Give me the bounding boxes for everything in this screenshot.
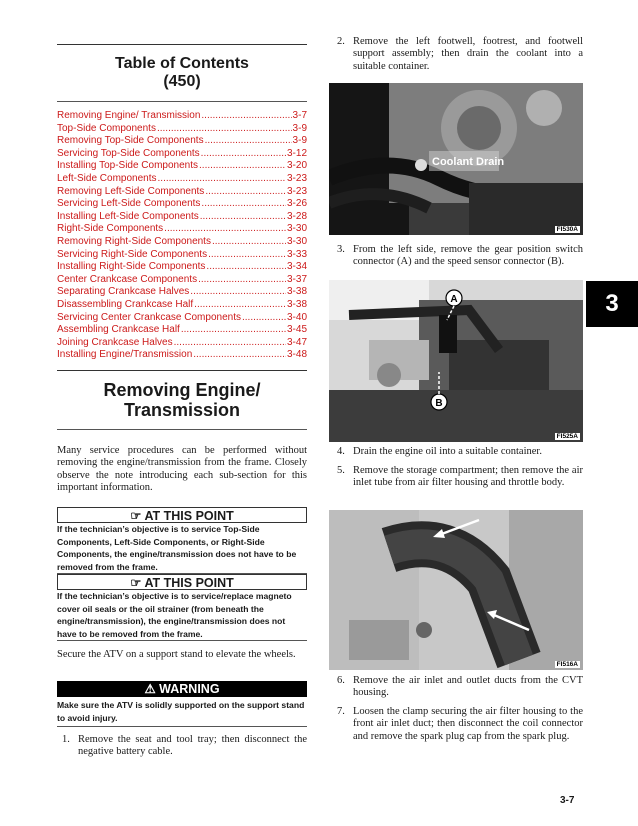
toc-leader-dots xyxy=(205,135,292,148)
toc-leader-dots xyxy=(201,198,286,211)
toc-item-page[interactable]: 3-37 xyxy=(286,273,307,285)
toc-leader-dots xyxy=(181,324,286,337)
step-2 xyxy=(337,36,583,73)
toc-item-page[interactable]: 3-47 xyxy=(286,336,307,348)
step-text: Remove the storage compartment; then remove the air inlet tube from air filter housing and throttle body. xyxy=(353,465,583,489)
toc-item-title[interactable]: Disassembling Crankcase Half xyxy=(57,298,194,310)
step-text: From the left side, remove the gear position switch connector (A) and the speed sensor connector (B). xyxy=(353,244,583,268)
step-text: Loosen the clamp securing the air filter housing to the front air inlet duct; then disconnect the coil connector and remove the spark plug cap from the spark plug. xyxy=(353,706,583,742)
toc-item-title[interactable]: Installing Left-Side Components xyxy=(57,210,199,222)
step-text: Remove the seat and tool tray; then disconnect the negative battery cable. xyxy=(78,734,307,758)
warning-label: WARNING xyxy=(159,682,220,696)
at-this-point-label: AT THIS POINT xyxy=(144,509,234,523)
toc-item-page[interactable]: 3-38 xyxy=(286,298,307,310)
toc-title xyxy=(57,55,307,91)
step-1 xyxy=(62,734,307,759)
step-text: Remove the left footwell, footrest, and footwell support assembly; then drain the coolant into a suitable container. xyxy=(353,36,583,72)
toc-item-page[interactable]: 3-48 xyxy=(286,349,307,361)
toc-leader-dots xyxy=(164,223,286,236)
toc-leader-dots xyxy=(242,312,286,325)
at-this-point-note-1: If the technician’s objective is to service Top-Side Components, Left-Side Components, or Right-Side Components, the engine/transmission does not have to be removed from the frame. xyxy=(57,524,297,572)
toc-item-page[interactable]: 3-9 xyxy=(292,122,307,134)
toc-item-page[interactable]: 3-12 xyxy=(286,147,307,159)
at-this-point-header-1 xyxy=(57,507,307,523)
coolant-drain-photo-image xyxy=(329,83,583,235)
toc-item[interactable] xyxy=(57,223,307,236)
section-title-line1: Removing Engine/ xyxy=(103,380,261,400)
toc-item-title[interactable]: Separating Crankcase Halves xyxy=(57,286,190,298)
coolant-drain-callout: Coolant Drain xyxy=(432,156,505,168)
step-6 xyxy=(337,675,583,700)
toc-leader-dots xyxy=(157,123,292,136)
toc-item-title[interactable]: Joining Crankcase Halves xyxy=(57,336,173,348)
step-text: Drain the engine oil into a suitable container. xyxy=(353,446,542,457)
section-title xyxy=(57,380,307,420)
toc-leader-dots xyxy=(201,148,286,161)
step-7 xyxy=(337,706,583,743)
toc-item-title[interactable]: Top-Side Components xyxy=(57,122,156,134)
toc-item[interactable] xyxy=(57,299,307,312)
toc-title-line2: (450) xyxy=(163,73,201,90)
photo-air-inlet xyxy=(329,510,583,670)
toc-item[interactable] xyxy=(57,261,307,274)
toc-leader-dots xyxy=(174,337,286,350)
toc-item-title[interactable]: Servicing Left-Side Components xyxy=(57,198,201,210)
toc-item[interactable] xyxy=(57,349,307,362)
at-this-point-note-2: If the technician’s objective is to service/replace magneto cover oil seals or the oil strainer (from beneath the engine/transmission), the engine/transmission does not have to be removed from the frame. xyxy=(57,591,292,639)
toc-item-title[interactable]: Left-Side Components xyxy=(57,172,157,184)
toc-item-title[interactable]: Servicing Center Crankcase Components xyxy=(57,311,241,323)
toc-item[interactable] xyxy=(57,312,307,325)
figure-id: FI530A xyxy=(556,226,578,233)
toc-item-page[interactable]: 3-28 xyxy=(286,210,307,222)
toc-item-title[interactable]: Installing Right-Side Components xyxy=(57,261,206,273)
section-title-line2: Transmission xyxy=(123,400,241,420)
toc-item-page[interactable]: 3-34 xyxy=(286,261,307,273)
toc-item-title[interactable]: Center Crankcase Components xyxy=(57,273,198,285)
toc-leader-dots xyxy=(193,349,286,362)
toc-item[interactable] xyxy=(57,274,307,287)
toc-item-page[interactable]: 3-30 xyxy=(286,223,307,235)
intro-paragraph: Many service procedures can be performed without removing the engine/transmission from the frame. Closely observe the note introducing each sub-section for this important information. xyxy=(57,445,307,494)
toc-item-page[interactable]: 3-45 xyxy=(286,324,307,336)
toc-leader-dots xyxy=(190,286,286,299)
step-number: 7. xyxy=(337,706,345,717)
toc-item-title[interactable]: Removing Engine/ Transmission xyxy=(57,110,201,121)
at-this-point-header-2 xyxy=(57,574,307,590)
toc-leader-dots xyxy=(201,110,291,123)
callout-a: A xyxy=(450,294,458,305)
toc-item-page[interactable]: 3-23 xyxy=(286,172,307,184)
photo-coolant-drain xyxy=(329,83,583,235)
figure-id: FI525A xyxy=(556,433,578,440)
toc-item[interactable] xyxy=(57,186,307,199)
toc-item-page[interactable]: 3-33 xyxy=(286,248,307,260)
toc-leader-dots xyxy=(158,173,286,186)
at-this-point-label: AT THIS POINT xyxy=(144,576,234,590)
toc-item-page[interactable]: 3-30 xyxy=(286,235,307,247)
toc-item-page[interactable]: 3-23 xyxy=(286,185,307,197)
toc-leader-dots xyxy=(206,261,286,274)
toc-item-title[interactable]: Right-Side Components xyxy=(57,223,164,235)
step-number: 3. xyxy=(337,244,345,255)
toc-leader-dots xyxy=(194,299,286,312)
toc-item[interactable] xyxy=(57,236,307,249)
toc-item[interactable] xyxy=(57,173,307,186)
chapter-tab: 3 xyxy=(586,281,638,327)
step-5 xyxy=(337,465,583,490)
toc-item[interactable] xyxy=(57,249,307,262)
note2-bottom-rule xyxy=(57,640,307,641)
warning-bottom-rule xyxy=(57,726,307,727)
toc-item[interactable] xyxy=(57,286,307,299)
connectors-photo-image xyxy=(329,280,583,442)
toc-item-page[interactable]: 3-26 xyxy=(286,198,307,210)
toc-leader-dots xyxy=(199,160,286,173)
step-4 xyxy=(337,446,583,458)
page-number: 3-7 xyxy=(560,795,575,806)
toc-item-title[interactable]: Removing Left-Side Components xyxy=(57,185,205,197)
toc-item[interactable] xyxy=(57,324,307,337)
step-number: 5. xyxy=(337,465,345,476)
toc-item-page[interactable]: 3-20 xyxy=(286,160,307,172)
toc-item-title[interactable]: Servicing Top-Side Components xyxy=(57,147,200,159)
toc-item[interactable] xyxy=(57,148,307,161)
toc-item-page[interactable]: 3-7 xyxy=(292,110,307,121)
toc-item-page[interactable]: 3-40 xyxy=(286,311,307,323)
toc-leader-dots xyxy=(205,186,286,199)
step-number: 2. xyxy=(337,36,345,47)
toc-item[interactable] xyxy=(57,123,307,136)
toc-item-title[interactable]: Assembling Crankcase Half xyxy=(57,324,180,336)
toc-item[interactable] xyxy=(57,198,307,211)
step-number: 4. xyxy=(337,446,345,457)
warning-text: Make sure the ATV is solidly supported on the support stand to avoid injury. xyxy=(57,700,305,723)
secure-paragraph: Secure the ATV on a support stand to elevate the wheels. xyxy=(57,649,296,660)
toc-list xyxy=(57,110,307,362)
toc-top-rule xyxy=(57,44,307,45)
toc-leader-dots xyxy=(198,274,286,287)
toc-leader-dots xyxy=(212,236,286,249)
toc-title-rule xyxy=(57,101,307,102)
toc-item[interactable] xyxy=(57,211,307,224)
toc-item[interactable] xyxy=(57,110,307,123)
toc-item-title[interactable]: Servicing Right-Side Components xyxy=(57,248,208,260)
section-title-rule xyxy=(57,429,307,430)
toc-item-title[interactable]: Installing Engine/Transmission xyxy=(57,349,193,361)
section-top-rule xyxy=(57,370,307,371)
toc-item-page[interactable]: 3-9 xyxy=(292,135,307,147)
pointer-hand-icon: ☞ xyxy=(130,576,142,590)
toc-item[interactable] xyxy=(57,135,307,148)
pointer-hand-icon: ☞ xyxy=(130,509,142,523)
step-number: 6. xyxy=(337,675,345,686)
toc-item-title[interactable]: Removing Top-Side Components xyxy=(57,135,204,147)
step-text: Remove the air inlet and outlet ducts from the CVT housing. xyxy=(353,675,583,699)
warning-triangle-icon: ⚠ xyxy=(144,682,156,696)
warning-header xyxy=(57,681,307,697)
toc-item[interactable] xyxy=(57,160,307,173)
toc-leader-dots xyxy=(208,249,286,262)
air-inlet-photo-image xyxy=(329,510,583,670)
photo-connectors xyxy=(329,280,583,442)
figure-id: FI516A xyxy=(556,661,578,668)
step-number: 1. xyxy=(62,734,70,745)
toc-title-line1: Table of Contents xyxy=(115,55,249,72)
toc-item-title[interactable]: Installing Top-Side Components xyxy=(57,160,199,172)
step-3 xyxy=(337,244,583,269)
toc-leader-dots xyxy=(200,211,286,224)
toc-item[interactable] xyxy=(57,337,307,350)
callout-b: B xyxy=(435,398,443,409)
toc-item-page[interactable]: 3-38 xyxy=(286,286,307,298)
toc-item-title[interactable]: Removing Right-Side Components xyxy=(57,235,211,247)
